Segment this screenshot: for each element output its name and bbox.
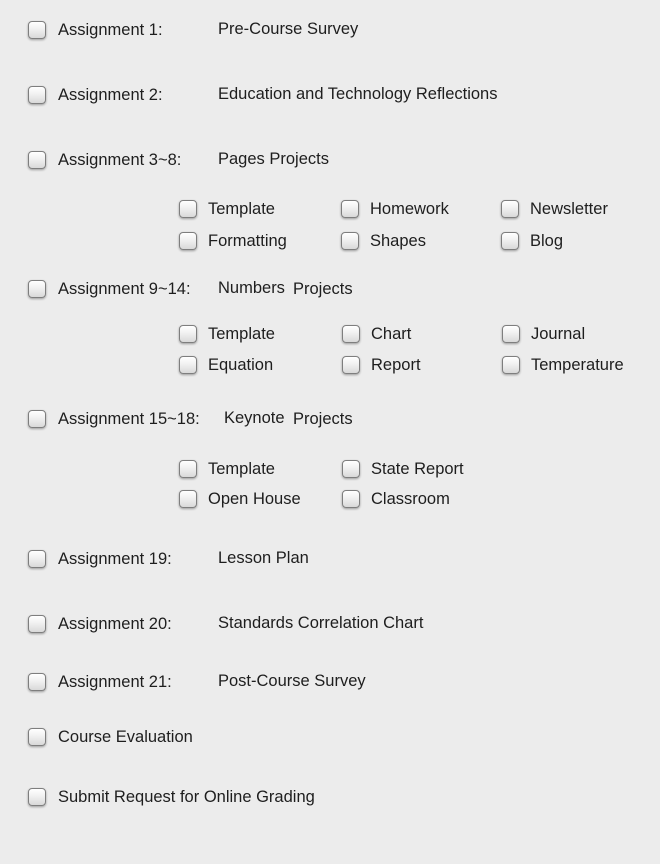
numbers-equation-checkbox[interactable] (179, 356, 197, 374)
pages-item-newsletter[interactable] (501, 198, 608, 220)
assignment-20-checkbox[interactable] (28, 615, 46, 633)
assignment-9-14-label: Assignment 9~14: (58, 279, 191, 298)
numbers-item-temperature[interactable] (502, 354, 624, 376)
submit-request-label: Submit Request for Online Grading (58, 787, 315, 806)
numbers-temperature-checkbox[interactable] (502, 356, 520, 374)
numbers-item-journal[interactable] (502, 323, 585, 345)
submit-request-row[interactable] (0, 786, 315, 808)
assignment-3-8-label: Assignment 3~8: (58, 150, 182, 169)
keynote-item-open-house[interactable] (179, 488, 301, 510)
pages-newsletter-checkbox[interactable] (501, 200, 519, 218)
assignment-1-title: Pre-Course Survey (218, 20, 359, 38)
assignment-15-18-title: Keynote (224, 409, 285, 427)
assignment-2-row[interactable] (0, 84, 163, 106)
keynote-item-state-report[interactable] (342, 458, 464, 480)
pages-newsletter-label: Newsletter (530, 199, 608, 218)
pages-shapes-checkbox[interactable] (341, 232, 359, 250)
assignment-19-label: Assignment 19: (58, 549, 172, 568)
assignment-15-18-checkbox[interactable] (28, 410, 46, 428)
pages-shapes-label: Shapes (370, 231, 426, 250)
assignment-20-title: Standards Correlation Chart (218, 614, 424, 632)
assignment-21-title: Post-Course Survey (218, 672, 366, 690)
numbers-journal-label: Journal (531, 324, 586, 343)
course-evaluation-row[interactable] (0, 726, 193, 748)
assignment-9-14-title: Numbers (218, 279, 285, 297)
numbers-report-checkbox[interactable] (342, 356, 360, 374)
assignment-1-label: Assignment 1: (58, 20, 163, 39)
assignment-2-title: Education and Technology Reflections (218, 85, 498, 103)
assignment-9-14-checkbox[interactable] (28, 280, 46, 298)
pages-homework-checkbox[interactable] (341, 200, 359, 218)
assignment-21-checkbox[interactable] (28, 673, 46, 691)
pages-formatting-checkbox[interactable] (179, 232, 197, 250)
pages-item-blog[interactable] (501, 230, 563, 252)
keynote-state-report-label: State Report (371, 459, 464, 478)
assignment-15-18-label: Assignment 15~18: (58, 409, 200, 428)
assignment-9-14-title-projects: Projects (293, 280, 353, 298)
assignment-2-checkbox[interactable] (28, 86, 46, 104)
course-evaluation-label: Course Evaluation (58, 727, 193, 746)
assignment-1-row[interactable] (0, 19, 163, 41)
numbers-journal-checkbox[interactable] (502, 325, 520, 343)
assignment-19-title: Lesson Plan (218, 549, 309, 567)
pages-template-label: Template (208, 199, 275, 218)
assignment-20-row[interactable] (0, 613, 172, 635)
numbers-chart-label: Chart (371, 324, 412, 343)
pages-item-formatting[interactable] (179, 230, 287, 252)
numbers-item-chart[interactable] (342, 323, 411, 345)
assignment-2-label: Assignment 2: (58, 85, 163, 104)
keynote-item-classroom[interactable] (342, 488, 450, 510)
numbers-item-report[interactable] (342, 354, 421, 376)
pages-blog-label: Blog (530, 231, 564, 250)
assignment-19-checkbox[interactable] (28, 550, 46, 568)
numbers-item-template[interactable] (179, 323, 275, 345)
keynote-classroom-label: Classroom (371, 489, 450, 508)
assignment-9-14-row[interactable] (0, 278, 191, 300)
numbers-template-checkbox[interactable] (179, 325, 197, 343)
assignment-1-checkbox[interactable] (28, 21, 46, 39)
assignment-21-label: Assignment 21: (58, 672, 172, 691)
submit-request-checkbox[interactable] (28, 788, 46, 806)
keynote-open-house-checkbox[interactable] (179, 490, 197, 508)
pages-formatting-label: Formatting (208, 231, 287, 250)
keynote-state-report-checkbox[interactable] (342, 460, 360, 478)
numbers-temperature-label: Temperature (531, 355, 624, 374)
pages-template-checkbox[interactable] (179, 200, 197, 218)
numbers-template-label: Template (208, 324, 275, 343)
assignment-19-row[interactable] (0, 548, 172, 570)
assignment-15-18-row[interactable] (0, 408, 200, 430)
keynote-open-house-label: Open House (208, 489, 301, 508)
pages-homework-label: Homework (370, 199, 449, 218)
pages-item-template[interactable] (179, 198, 275, 220)
keynote-template-checkbox[interactable] (179, 460, 197, 478)
numbers-equation-label: Equation (208, 355, 274, 374)
assignment-3-8-title: Pages Projects (218, 150, 329, 168)
numbers-report-label: Report (371, 355, 421, 374)
course-evaluation-checkbox[interactable] (28, 728, 46, 746)
assignment-3-8-row[interactable] (0, 149, 181, 171)
numbers-item-equation[interactable] (179, 354, 273, 376)
pages-item-homework[interactable] (341, 198, 449, 220)
assignment-21-row[interactable] (0, 671, 172, 693)
keynote-item-template[interactable] (179, 458, 275, 480)
assignment-20-label: Assignment 20: (58, 614, 172, 633)
numbers-chart-checkbox[interactable] (342, 325, 360, 343)
keynote-template-label: Template (208, 459, 275, 478)
assignment-15-18-title-projects: Projects (293, 410, 353, 428)
assignment-3-8-checkbox[interactable] (28, 151, 46, 169)
pages-item-shapes[interactable] (341, 230, 426, 252)
pages-blog-checkbox[interactable] (501, 232, 519, 250)
keynote-classroom-checkbox[interactable] (342, 490, 360, 508)
